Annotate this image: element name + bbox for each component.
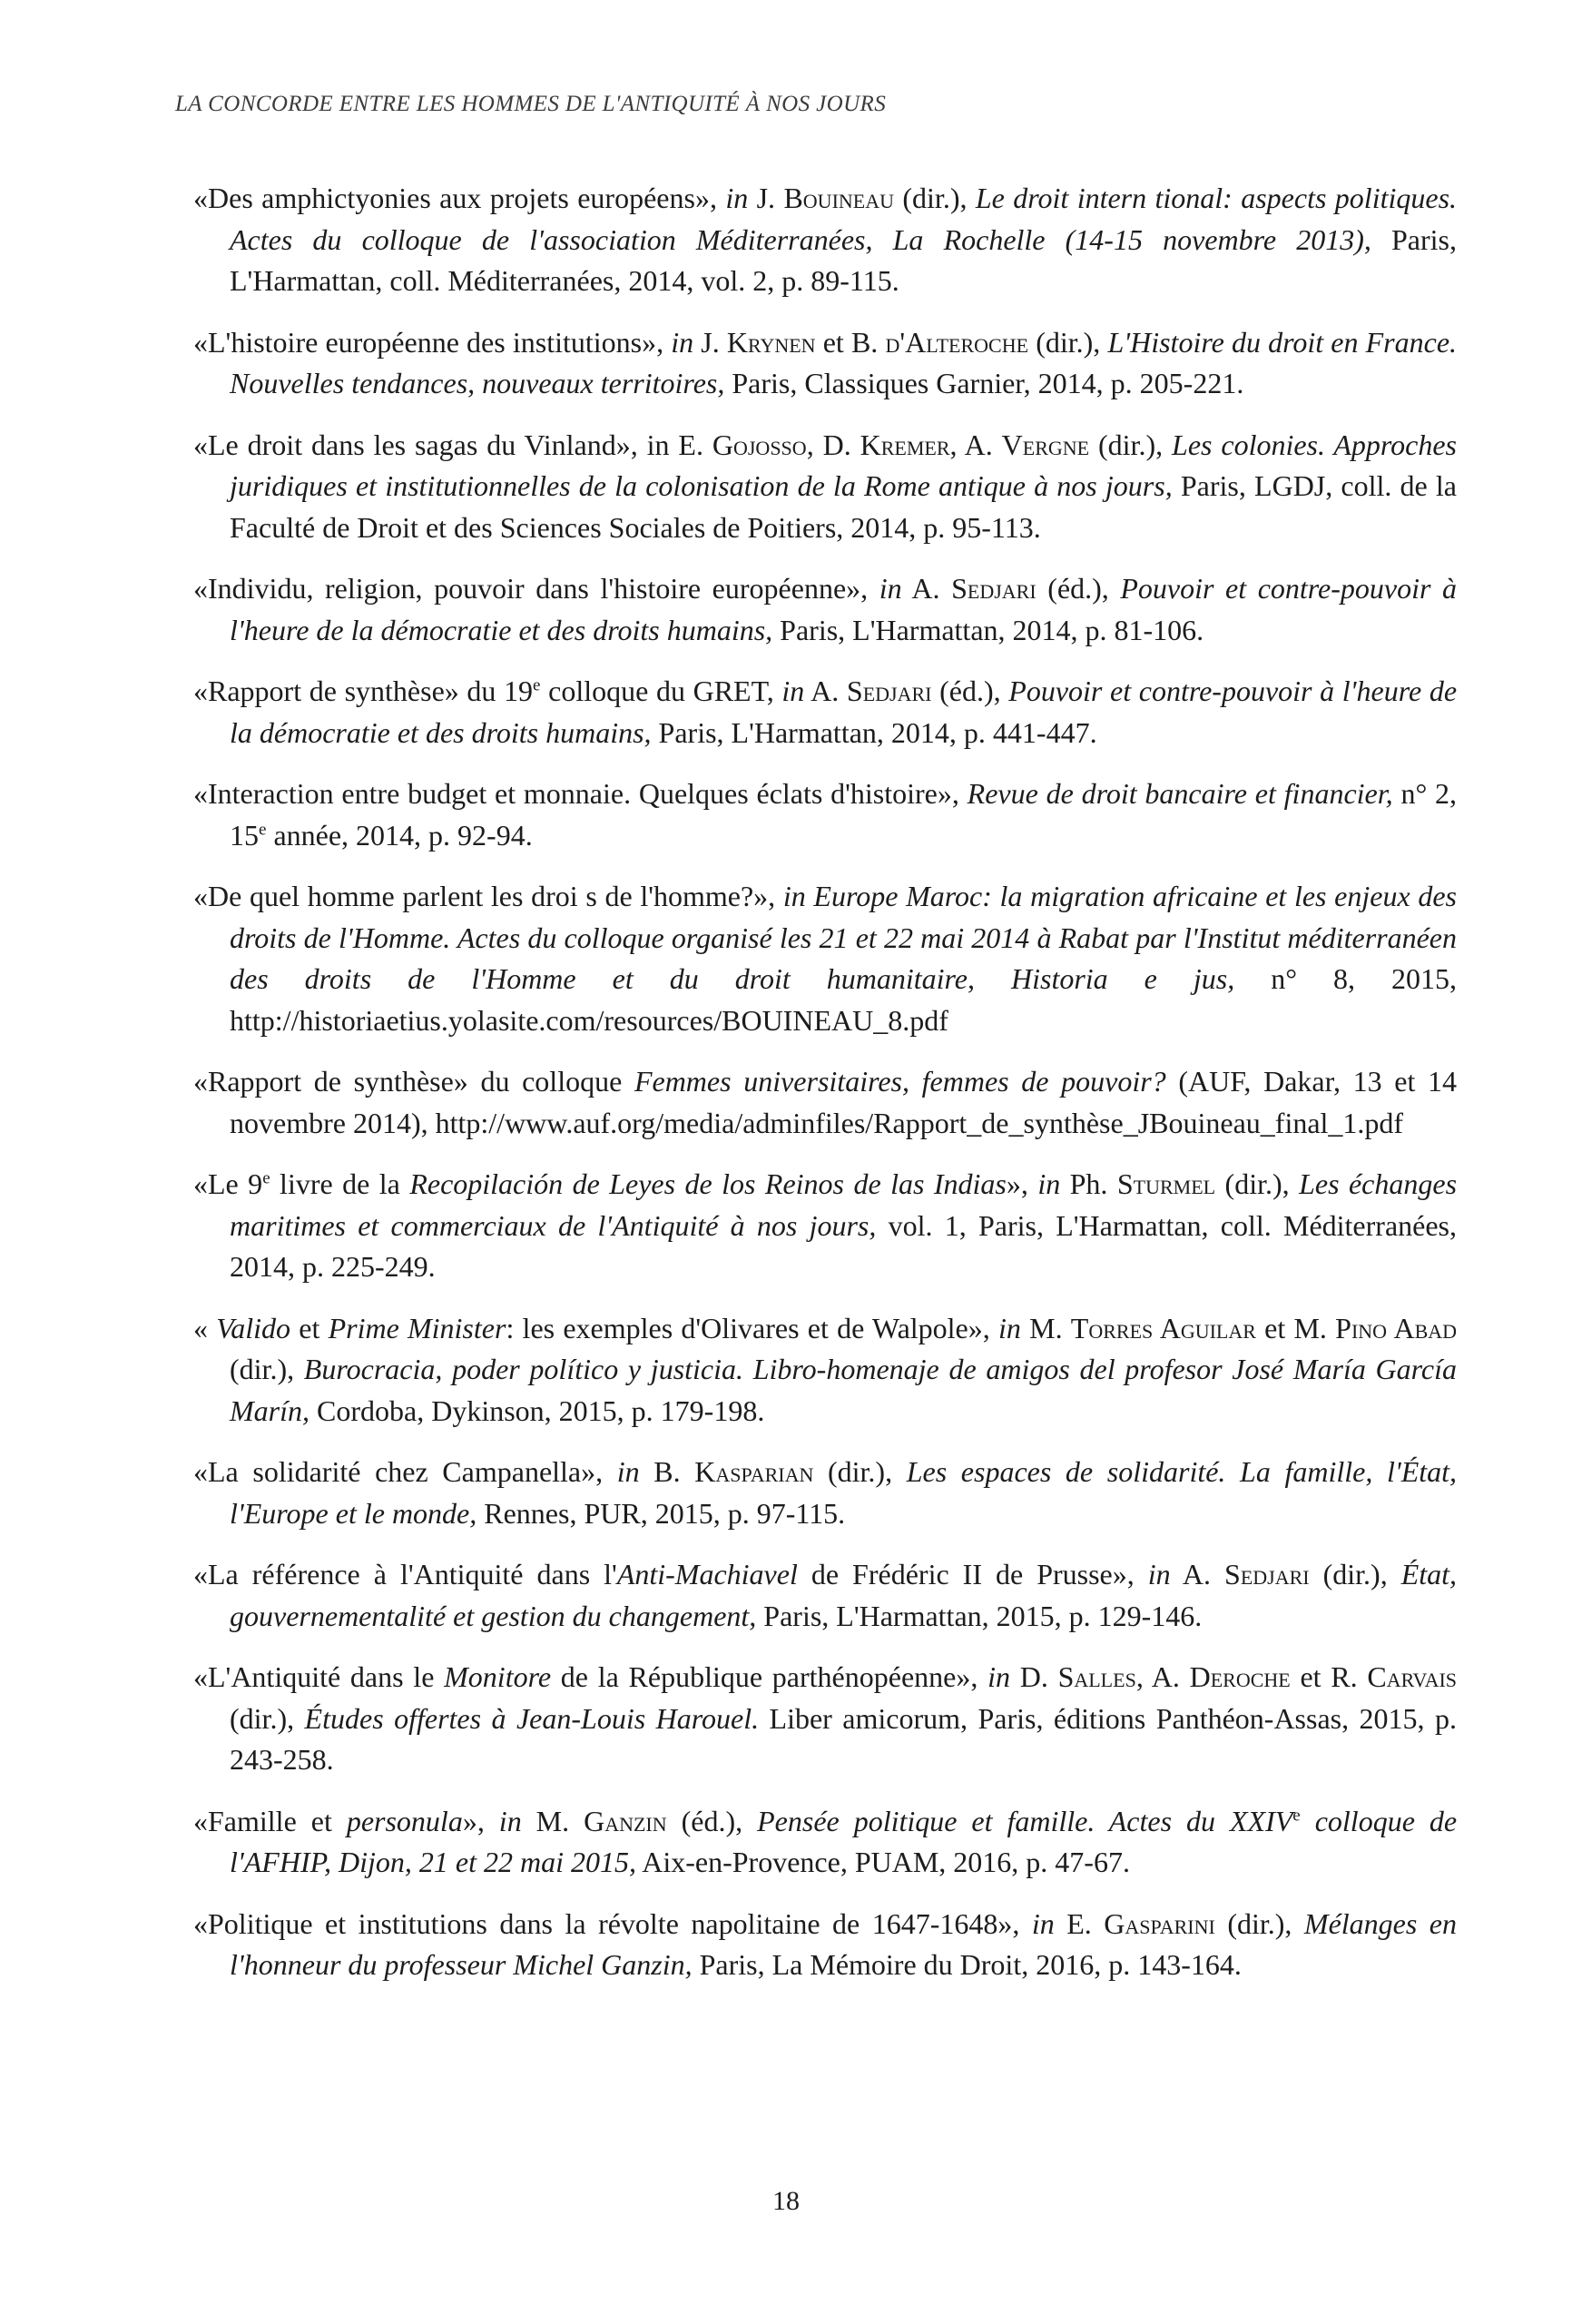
entry-text: A. (901, 572, 952, 605)
entry-text: M. (521, 1804, 585, 1837)
italic-text: Pensée politique et famille. Actes du XXIV (757, 1804, 1293, 1837)
entry-text: et (290, 1311, 329, 1344)
entry-text: vol. 1, Paris, L'Harmattan, coll. Méditerranées, 2014, p. 225-249. (230, 1208, 1458, 1283)
entry-text: colloque du GRET, (540, 675, 782, 707)
entry-text: M. (1020, 1311, 1071, 1344)
entry-text: «Rapport de synthèse» du colloque (193, 1065, 634, 1098)
entry-text: (dir.), (1028, 325, 1108, 359)
entry-text: Cordoba, Dykinson, 2015, p. 179-198. (309, 1393, 765, 1427)
entry-text: A. (804, 675, 847, 707)
entry-text: Paris, La Mémoire du Droit, 2016, p. 143-164. (692, 1948, 1242, 1981)
superscript: e (259, 819, 267, 839)
entry-text: «Famille et (193, 1804, 347, 1837)
bibliography-entry (193, 425, 1457, 549)
entry-text: et B. (815, 325, 886, 359)
entry-text: (dir.), (230, 1353, 304, 1385)
entry-text: (éd.), (1036, 572, 1121, 605)
italic-text: in (1147, 1558, 1171, 1590)
entry-text: (éd.), (931, 675, 1009, 707)
entry-text: «Des amphictyonies aux projets européens», (193, 182, 726, 214)
entry-text: Liber amicorum, Paris, éditions Panthéon-Assas, 2015, p. 243-258. (230, 1701, 1458, 1776)
entry-text: (dir.), (1089, 428, 1173, 461)
author-name: Salles (1057, 1660, 1136, 1693)
italic-text: in Europe Maroc: la migration africaine et les enjeux des droits de l'Homme. Actes du colloque organisé les 21 et 22 mai 2014 à Rabat par l'Institut méditerranéen des droits de l'Homme et du droit humanitaire, Historia e jus, (230, 880, 1458, 995)
entry-text: Paris, L'Harmattan, 2014, p. 81-106. (772, 613, 1204, 646)
entry-text: «L'Antiquité dans le (193, 1660, 445, 1693)
bibliography-entry (193, 1061, 1457, 1144)
italic-text: Les espaces de solidarité. La famille, l'État, l'Europe et le monde, (230, 1455, 1458, 1530)
entry-text: «L'histoire européenne des institutions», (193, 325, 672, 359)
italic-text: Les colonies. Approches juridiques et institutionnelles de la colonisation de la Rome antique à nos jours, (230, 428, 1458, 502)
entry-text: et R. (1290, 1660, 1368, 1693)
entry-text: B. (639, 1455, 695, 1488)
bibliography-entry (193, 322, 1457, 405)
entry-text: Paris, L'Harmattan, coll. Méditerranées, 2014, vol. 2, p. 89-115. (230, 222, 1458, 297)
bibliography-entry (193, 1308, 1457, 1433)
bibliography-entry (193, 1657, 1457, 1781)
entry-text: «De quel homme parlent les droi s de l'homme?», (193, 880, 783, 912)
entry-text: Paris, L'Harmattan, 2014, p. 441-447. (651, 715, 1097, 749)
entry-text: Rennes, PUR, 2015, p. 97-115. (477, 1496, 846, 1530)
entry-text: de la République parthénopéenne», (551, 1660, 988, 1693)
author-name: Vergne (1001, 428, 1090, 461)
entry-text: «Le 9 (193, 1167, 263, 1200)
author-name: Carvais (1367, 1660, 1458, 1693)
entry-text: «Individu, religion, pouvoir dans l'histoire européenne», (193, 572, 879, 605)
bibliography-entry (193, 1452, 1457, 1534)
italic-text: in (1031, 1906, 1055, 1940)
entry-text: A. (1170, 1558, 1225, 1590)
italic-text: L'Histoire du droit en France. Nouvelles tendances, nouveaux territoires, (230, 325, 1458, 399)
entry-text: (dir.), (1214, 1906, 1304, 1940)
italic-text: in (671, 325, 694, 359)
italic-text: Études offertes à Jean-Louis Harouel. (304, 1701, 760, 1735)
italic-text: Revue de droit bancaire et financier, (967, 777, 1393, 810)
author-name: Gojosso (712, 428, 807, 461)
bibliography-entry (193, 1554, 1457, 1637)
author-name: Sedjari (1224, 1558, 1310, 1590)
entry-text: «Interaction entre budget et monnaie. Quelques éclats d'histoire», (193, 777, 968, 810)
entry-text: «Rapport de synthèse» du 19 (193, 675, 534, 707)
entry-text: année, 2014, p. 92-94. (266, 818, 533, 852)
author-name: Sedjari (951, 572, 1037, 605)
italic-text: Le droit intern tional: aspects politiques. Actes du colloque de l'association Méditerranées, La Rochelle (14-15 novembre 2013), (230, 182, 1458, 256)
entry-text: (dir.), (894, 182, 976, 214)
italic-text: Recopilación de Leyes de los Reinos de las Indias (409, 1167, 1007, 1200)
author-name: Krynen (726, 325, 816, 359)
bibliography-entry (193, 1904, 1457, 1986)
italic-text: Monitore (444, 1660, 552, 1693)
page-number: 18 (772, 2186, 800, 2216)
entry-text: E. (1054, 1906, 1105, 1940)
entry-text: livre de la (270, 1167, 410, 1200)
italic-text: Pouvoir et contre-pouvoir à l'heure de la démocratie et des droits humains, (230, 675, 1458, 749)
bibliography-entry (193, 671, 1457, 753)
entry-text: », (462, 1804, 499, 1837)
entry-text: «Le droit dans les sagas du Vinland», in E. (193, 428, 712, 461)
running-header: LA CONCORDE ENTRE LES HOMMES DE L'ANTIQUITÉ À NOS JOURS (175, 92, 887, 116)
italic-text: Pouvoir et contre-pouvoir à l'heure de la démocratie et des droits humains, (230, 572, 1458, 646)
entry-text: Paris, Classiques Garnier, 2014, p. 205-221. (724, 367, 1244, 399)
entry-text: : les exemples d'Olivares et de Walpole», (506, 1311, 998, 1344)
bibliography-list (193, 178, 1457, 2006)
entry-text: (dir.), (1215, 1167, 1300, 1200)
italic-text: Burocracia, poder político y justicia. Libro-homenaje de amigos del profesor José María García Marín, (230, 1353, 1457, 1427)
italic-text: Anti-Machiavel (616, 1558, 798, 1590)
entry-text: de Frédéric II de Prusse», (797, 1558, 1148, 1590)
author-name: Ganzin (584, 1804, 667, 1837)
author-name: Kremer (860, 428, 950, 461)
bibliography-entry (193, 178, 1457, 302)
superscript: e (262, 1168, 270, 1188)
superscript: e (533, 675, 541, 695)
entry-text: , D. (806, 428, 860, 461)
bibliography-entry (193, 1164, 1457, 1288)
entry-text: et M. (1255, 1311, 1336, 1344)
italic-text: Valido (216, 1311, 291, 1344)
bibliography-entry (193, 773, 1457, 856)
italic-text: Les échanges maritimes et commerciaux de l'Antiquité à nos jours, (230, 1167, 1458, 1242)
author-name: Sturmel (1116, 1167, 1216, 1200)
entry-text: Aix-en-Provence, PUAM, 2016, p. 47-67. (636, 1846, 1130, 1878)
entry-text: «Politique et institutions dans la révolte napolitaine de 1647-1648», (193, 1906, 1032, 1940)
italic-text: in (498, 1804, 522, 1837)
author-name: Bouineau (783, 182, 894, 214)
author-name: Sedjari (846, 675, 932, 707)
entry-text: (dir.), (230, 1701, 305, 1735)
entry-text: , A. (949, 428, 1002, 461)
italic-text: in (781, 675, 805, 707)
italic-text: in (725, 182, 749, 214)
italic-text: Mélanges en l'honneur du professeur Michel Ganzin, (230, 1906, 1458, 1981)
italic-text: colloque de l'AFHIP, Dijon, 21 et 22 mai 2015, (230, 1804, 1458, 1878)
bibliography-entry (193, 568, 1457, 651)
bibliography-entry (193, 876, 1457, 1041)
italic-text: in (987, 1660, 1010, 1693)
italic-text: État, gouvernementalité et gestion du changement, (230, 1558, 1458, 1632)
author-name: Gasparini (1104, 1906, 1215, 1940)
entry-text: Ph. (1060, 1167, 1117, 1200)
entry-text: », (1006, 1167, 1038, 1200)
entry-text: (AUF, Dakar, 13 et 14 novembre 2014), http://www.auf.org/media/adminfiles/Rapport_de_synthèse_JBouineau_final_1.pdf (230, 1065, 1458, 1139)
italic-text: in (616, 1455, 640, 1488)
italic-text: Femmes universitaires, femmes de pouvoir? (634, 1065, 1166, 1098)
entry-text: n° 8, 2015, http://historiaetius.yolasite.com/resources/BOUINEAU_8.pdf (230, 962, 1458, 1037)
italic-text: in (879, 572, 902, 605)
italic-text: personula (346, 1804, 463, 1837)
entry-text: D. (1009, 1660, 1058, 1693)
author-name: Torres Aguilar (1070, 1311, 1256, 1344)
author-name: Kasparian (694, 1455, 814, 1488)
superscript: e (1292, 1805, 1301, 1825)
italic-text: in (1037, 1167, 1061, 1200)
entry-text: Paris, L'Harmattan, 2015, p. 129-146. (756, 1599, 1203, 1632)
entry-text: «La solidarité chez Campanella», (193, 1455, 617, 1488)
entry-text: n° 2, 15 (230, 777, 1458, 852)
entry-text: J. (693, 325, 727, 359)
author-name: Deroche (1189, 1660, 1291, 1693)
author-name: Pino Abad (1335, 1311, 1458, 1344)
entry-text: (éd.), (666, 1804, 758, 1837)
entry-text: «La référence à l'Antiquité dans l' (193, 1558, 617, 1590)
bibliography-entry (193, 1801, 1457, 1884)
entry-text: (dir.), (813, 1455, 907, 1488)
italic-text: in (998, 1311, 1021, 1344)
entry-text: J. (748, 182, 784, 214)
italic-text: Prime Minister (328, 1311, 506, 1344)
entry-text: « (193, 1311, 217, 1344)
entry-text: , A. (1135, 1660, 1190, 1693)
entry-text: Paris, LGDJ, coll. de la Faculté de Droit et des Sciences Sociales de Poitiers, 2014, p. 95-113. (230, 469, 1458, 544)
entry-text: (dir.), (1309, 1558, 1401, 1590)
author-name: d'Alteroche (885, 325, 1029, 359)
